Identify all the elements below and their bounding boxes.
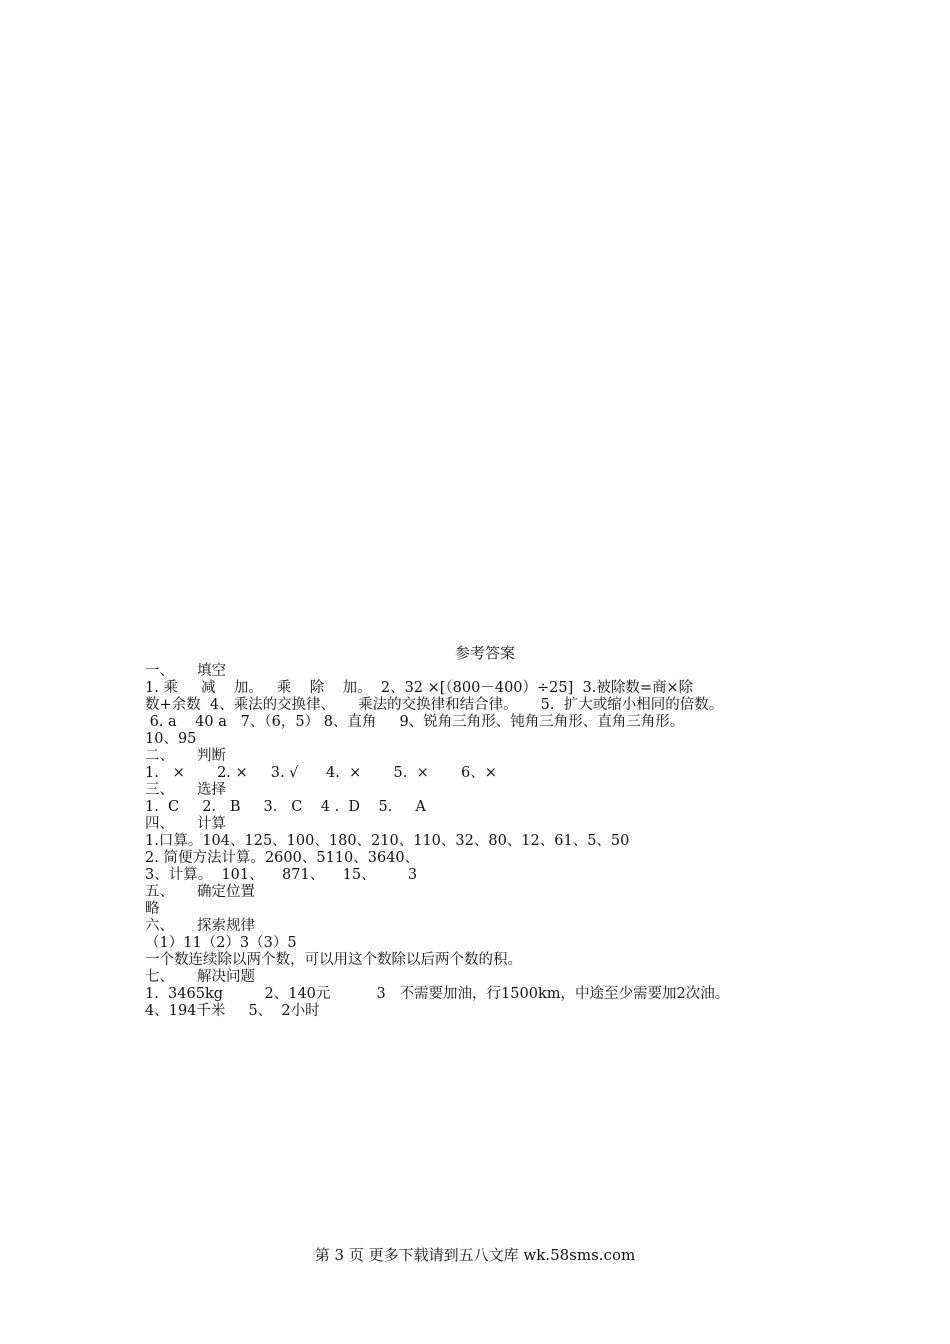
- answer-line: 3、计算。 101、 871、 15、 3: [145, 867, 418, 883]
- answer-line: 一个数连续除以两个数，可以用这个数除以后两个数的积。: [145, 952, 522, 968]
- answer-line: 6. a 40 a 7、（6，5） 8、直角 9、锐角三角形、钝角三角形、直角三角形。: [145, 714, 685, 730]
- answer-line: 1. × 2. × 3. √ 4. × 5. × 6、×: [145, 765, 497, 781]
- answer-line: （1）11（2）3（3）5: [145, 935, 297, 951]
- answer-line: 1. 乘 减 加。 乘 除 加。 2、32 ×[（800－400）÷25] 3.被除数=商×除: [145, 680, 694, 696]
- section-heading-fill-blank: 一、 填空: [145, 663, 227, 679]
- section-heading-position: 五、 确定位置: [145, 884, 256, 900]
- answer-key-title: 参考答案: [454, 644, 515, 662]
- answer-line: 1.口算。104、125、100、180、210、110、32、80、12、61、5、50: [145, 833, 630, 849]
- answer-line: 略: [145, 901, 160, 917]
- section-heading-pattern: 六、 探索规律: [145, 918, 256, 934]
- answer-line: 10、95: [145, 731, 197, 747]
- section-heading-solve: 七、 解决问题: [145, 969, 256, 985]
- section-heading-judge: 二、 判断: [145, 748, 227, 764]
- page-footer: 第 3 页 更多下载请到五八文库 wk.58sms.com: [314, 1246, 636, 1264]
- answer-key-section: [145, 643, 825, 1020]
- section-heading-choose: 三、 选择: [145, 782, 227, 798]
- answer-line: 数+余数 4、乘法的交换律、 乘法的交换律和结合律。 5. 扩大或缩小相同的倍数。: [145, 697, 724, 713]
- section-heading-calculate: 四、 计算: [145, 816, 227, 832]
- answer-line: 4、194千米 5、 2小时: [145, 1003, 320, 1019]
- answer-line: 2. 简便方法计算。2600、5110、3640、: [145, 850, 420, 866]
- answer-line: 1. 3465kg 2、140元 3 不需要加油，行1500km，中途至少需要加2次油。: [145, 986, 730, 1002]
- answer-line: 1. C 2. B 3. C 4 . D 5. A: [145, 799, 426, 815]
